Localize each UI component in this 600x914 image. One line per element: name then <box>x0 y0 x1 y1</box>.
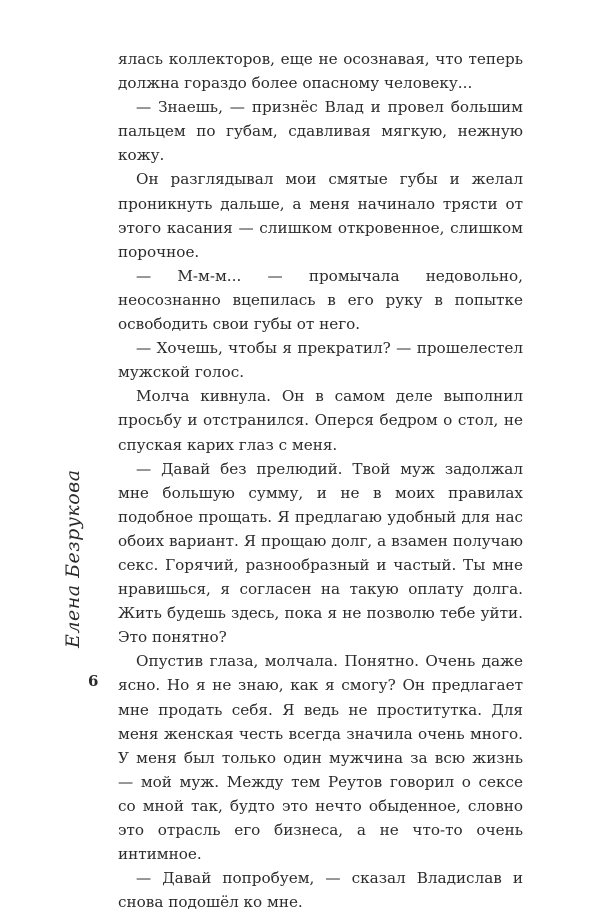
paragraph-4: — М-м-м... — промычала недовольно, неосознанно вцепилась в его руку в попытке освободить свои губы от него. <box>118 266 523 334</box>
page-number: 6 <box>88 672 99 690</box>
paragraph-3: Он разглядывал мои смятые губы и желал проникнуть дальше, а меня начинало трясти от этого касания — слишком откровенное, слишком порочное. <box>118 170 523 261</box>
paragraph-1: ялась коллекторов, еще не осознавая, что теперь должна гораздо более опасному человеку... <box>118 50 523 93</box>
paragraph-6: Молча кивнула. Он в самом деле выполнил просьбу и отстранился. Оперся бедром о стол, не спуская карих глаз с меня. <box>118 387 523 454</box>
paragraph-9: — Давай попробуем, — сказал Владислав и снова подошёл ко мне. <box>118 869 523 912</box>
page-text <box>118 47 523 914</box>
paragraph-2: — Знаешь, — признёс Влад и провел большим пальцем по губам, сдавливая мягкую, нежную кожу. <box>118 98 523 165</box>
paragraph-8: Опустив глаза, молчала. Понятно. Очень даже ясно. Но я не знаю, как я смогу? Он предлагает мне продать себя. Я ведь не проститутка. Для меня женская честь всегда значила очень много. У меня был только один мужчина за всю жизнь — мой муж. Между тем Реутов говорил о сексе со мной так, будто это нечто обыденное, словно это отрасль его бизнеса, а не что-то очень интимное. <box>118 652 523 864</box>
paragraph-7: — Давай без прелюдий. Твой муж задолжал мне большую сумму, и не в моих правилах подобное прощать. Я предлагаю удобный для нас обоих вариант. Я прощаю долг, а взамен получаю секс. Горячий, разнообразный и частый. Ты мне нравишься, я согласен на такую оплату долга. Жить будешь здесь, пока я не позволю тебе уйти. Это понятно? <box>118 459 523 647</box>
author-name: Елена Безрукова <box>62 469 84 648</box>
paragraph-5: — Хочешь, чтобы я прекратил? — прошелестел мужской голос. <box>118 339 523 382</box>
